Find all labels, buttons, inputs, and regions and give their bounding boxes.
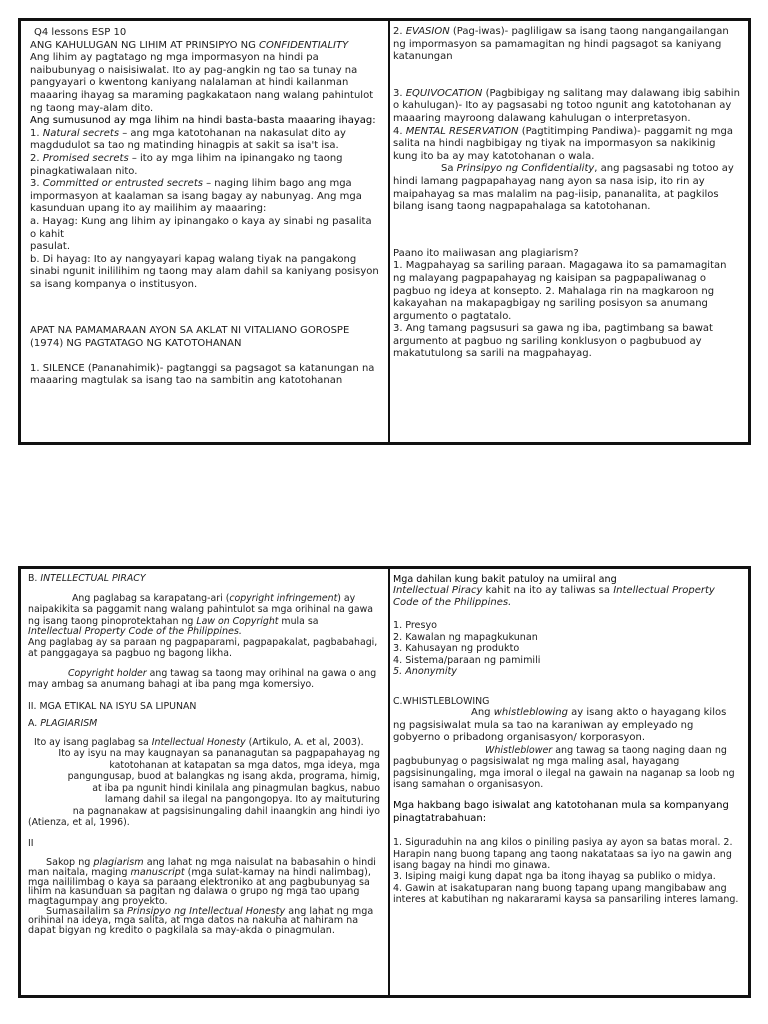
apat-heading: APAT NA PAMAMARAAN AYON SA AKLAT NI VITALIANO GOROSPE (1974) NG PAGTATAGO NG KATOTOHANAN [30,325,350,350]
plagiarism-line-8: (Atienza, et al, 1996). [28,817,130,829]
plagiarism-question: Paano ito maiiwasan ang plagiarism? [393,247,579,259]
bottom-right-column [390,569,748,995]
top-left-column [21,21,390,442]
list-item: 2. Kawalan ng mapagkukunan [393,631,538,643]
sakop-paragraph: Sakop ng plagiarism ang lahat ng mga naisulat na babasahin o hindi man naitala, maging manuscript (mga sulat-kamay na hindi nalimbag), mga naililimbag o kaya sa paraang elektroniko at ang pagbubunyag sa lihim na kasunduan sa pagitan ng dalawa o grupo ng mga tao upang magtagumpay ang proyekto. [28,857,376,908]
hayag-item-cont: pasulat. [30,241,71,253]
steps-1-2: 1. Siguraduhin na ang kilos o piniling pasiya ay ayon sa batas moral. 2. Harapin nang buong tapang ang taong nakatataas sa iyo na gawin ang isang bagay na hindi mo ginawa. [393,837,733,872]
bottom-left-column [21,569,390,995]
document-table-bottom [18,566,751,998]
whistleblowing-heading: C.WHISTLEBLOWING [393,695,490,707]
lesson-title: Q4 lessons ESP 10 [34,27,127,38]
di-hayag-item: b. Di hayag: Ito ay nangyayari kapag walang tiyak na pangakong sinabi ngunit inililihim ng taong may alam dahil sa kaniyang posisyon sa isang kompanya o institusyon. [30,253,379,290]
evasion-item: 2. EVASION (Pag-iwas)- pagliligaw sa isang taong nangangailangan ng impormasyon sa pamamagitan ng hindi pagsagot sa kaniyang katanungan [393,26,729,63]
roman-numeral-marker: II [28,837,34,849]
plagiarism-line-4: pangungusap, buod at balangkas ng isang akda, programa, himig, [67,771,380,783]
mental-reservation-cont: salita na hindi nagbibigay ng tiyak na impormasyon sa nakikinig kung ito ba ay may katotohanan o wala. [393,138,716,162]
list-item: 4. Sistema/paraan ng pamimili [393,654,541,666]
plagiarism-line-3: katotohanan at katapatan sa mga datos, mga ideya, mga [109,759,380,771]
plagiarism-tip-3: 3. Ang tamang pagsusuri sa gawa ng iba, pagtimbang sa bawat argumento at pagbuo ng sariling konklusyon o pagbubuod ay makatutulong sa sarili na magpahayag. [393,323,713,360]
plagiarism-line-5: at iba pa ngunit hindi kinilala ang pinagmulan bagkus, nabuo [92,782,380,794]
plagiarism-tips-1-2: 1. Magpahayag sa sariling paraan. Magagawa ito sa pamamagitan ng malayang pagpapahayag ng kaisipan sa pagpapaliwanag o pagbuo ng ideya at konsepto. 2. Mahalaga rin na magkaroon ng kakayahan na makapagbigay ng sariling posisyon sa anumang argumento o pagtatalo. [393,260,727,322]
hakbang-heading: Mga hakbang bago isiwalat ang katotohanan mula sa kompanyang pinagtatrabahuan: [393,800,729,824]
step-3: 3. Isiping maigi kung dapat nga ba itong ihayag sa publiko o midya. [393,871,716,883]
etikal-heading: II. MGA ETIKAL NA ISYU SA LIPUNAN [28,700,197,712]
plagiarism-line-6: lamang dahil sa ilegal na pangongopya. Ito ay maituturing [104,794,380,806]
natural-secrets-item: 1. Natural secrets – ang mga katotohanan na nakasulat dito ay magdudulot sa tao ng matinding hinagpis at sakit sa isa't isa. [30,127,346,152]
dahilan-heading-cont: Intellectual Piracy kahit na ito ay taliwas sa Intellectual Property Code of the Philippines. [393,584,715,608]
copyright-holder-paragraph: Copyright holder ang tawag sa taong may orihinal na gawa o ang may ambag sa anumang bahagi at iba pang mga komersiyo. [28,667,377,691]
top-right-column [390,21,748,442]
list-item: 3. Kahusayan ng produkto [393,643,520,655]
sumasailalim-paragraph: Sumasailalim sa Prinsipyo ng Intellectual Honesty ang lahat ng mga orihinal na ideya, mga salita, at mga datos na nakuha at nahiram na dapat bigyan ng kredito o pagkilala sa may-akda o pinagmulan. [28,905,374,937]
piracy-paragraph: Ang paglabag sa karapatang-ari (copyright infringement) ay naipakikita sa paggamit nang walang pahintulot sa mga orihinal na gawa ng isang taong pinoprotektahan ng Law on Copyright mula sa [28,592,373,627]
section-heading: ANG KAHULUGAN NG LIHIM AT PRINSIPYO NG CONFIDENTIALITY [30,39,349,51]
plagiarism-heading: A. PLAGIARISM [28,718,98,730]
committed-secrets-item: 3. Committed or entrusted secrets – naging lihim bago ang mga impormasyon at kaalaman sa isang bagay ay nabunyag. Ang mga kasunduan upang ito ay mailihim ay maaaring: [30,178,362,215]
whistleblower-paragraph: Whistleblower ang tawag sa taong naging daan ng pagbubunyag o pagsisiwalat ng mga maling asal, hayagang pagsisinungaling, mga imoral o ilegal na gawain na naganap sa loob ng isang samahan o organisasyon. [393,745,735,790]
promised-secrets-item: 2. Promised secrets – ito ay mga lihim na ipinangako ng taong pinagkatiwalaan nito. [30,152,343,177]
intro-paragraph: Ang lihim ay pagtatago ng mga impormasyon na hindi pa naibubunyag o naisisiwalat. Ito ay pag-angkin ng tao sa tunay na pangyayari o kwentong kaniyang nalalaman at hindi kailanman maaaring ihayag sa maraming pagkakataon nang walang pahintulot ng taong may-alam dito. [30,52,374,114]
silence-item: 1. SILENCE (Pananahimik)- pagtanggi sa pagsagot sa katanungan na maaaring magtulak sa isang tao na sambitin ang katotohanan [30,362,375,387]
plagiarism-line-2: Ito ay isyu na may kaugnayan sa pananagutan sa pagpapahayag ng [58,748,380,760]
mental-reservation-item: 4. MENTAL RESERVATION (Pagtitimping Pandiwa)- paggamit ng mga [393,125,733,137]
list-item: 1. Presyo [393,620,438,632]
piracy-ipc: Intellectual Property Code of the Philippines. [28,626,242,637]
equivocation-item: 3. EQUIVOCATION (Pagbibigay ng salitang may dalawang ibig sabihin o kahulugan)- Ito ay pagsasabi ng totoo ngunit ang katotohanan ay maaaring mayroong dalawang kahulugan o interpretasyon. [393,87,740,124]
dahilan-heading: Mga dahilan kung bakit patuloy na umiiral ang [393,574,617,585]
document-table-top [18,18,751,445]
secrets-lead: Ang sumusunod ay mga lihim na hindi basta-basta maaaring ihayag: [30,115,376,127]
hayag-item: a. Hayag: Kung ang lihim ay ipinangako o kaya ay sinabi ng pasalita o kahit [30,215,372,240]
plagiarism-line-7: na pagnanakaw at pagsisinungaling dahil inaangkin ang hindi iyo [72,805,380,817]
list-item: 5. Anonymity [393,666,457,678]
piracy-paragraph-2: Ang paglabag ay sa paraan ng pagpaparami, pagpapakalat, pagbabahagi, at panggagaya sa pagbuo ng bagong likha. [28,636,378,660]
intellectual-piracy-heading: B. INTELLECTUAL PIRACY [28,573,146,584]
step-4: 4. Gawin at isakatuparan nang buong tapang upang mangibabaw ang interes at kabutihan ng nakararami kaysa sa pansariling interes lamang. [393,882,739,905]
reasons-list [393,620,740,678]
plagiarism-line-1: Ito ay isang paglabag sa Intellectual Honesty (Artikulo, A. et al, 2003). [34,736,364,748]
prinsipyo-paragraph: Sa Prinsipyo ng Confidentiality, ang pagsasabi ng totoo ay hindi lamang pagpapahayag nang ayon sa nasa isip, ito rin ay maipahayag sa mas malalim na pag-iisip, pananalita, at pagkilos bilang isang taong nagpapahalaga sa katotohanan. [393,163,734,213]
whistleblowing-paragraph: Ang whistleblowing ay isang akto o hayagang kilos ng pagsisiwalat mula sa tao na karaniwan ay empleyado ng gobyerno o pribadong organisasyon/ korporasyon. [393,707,727,744]
